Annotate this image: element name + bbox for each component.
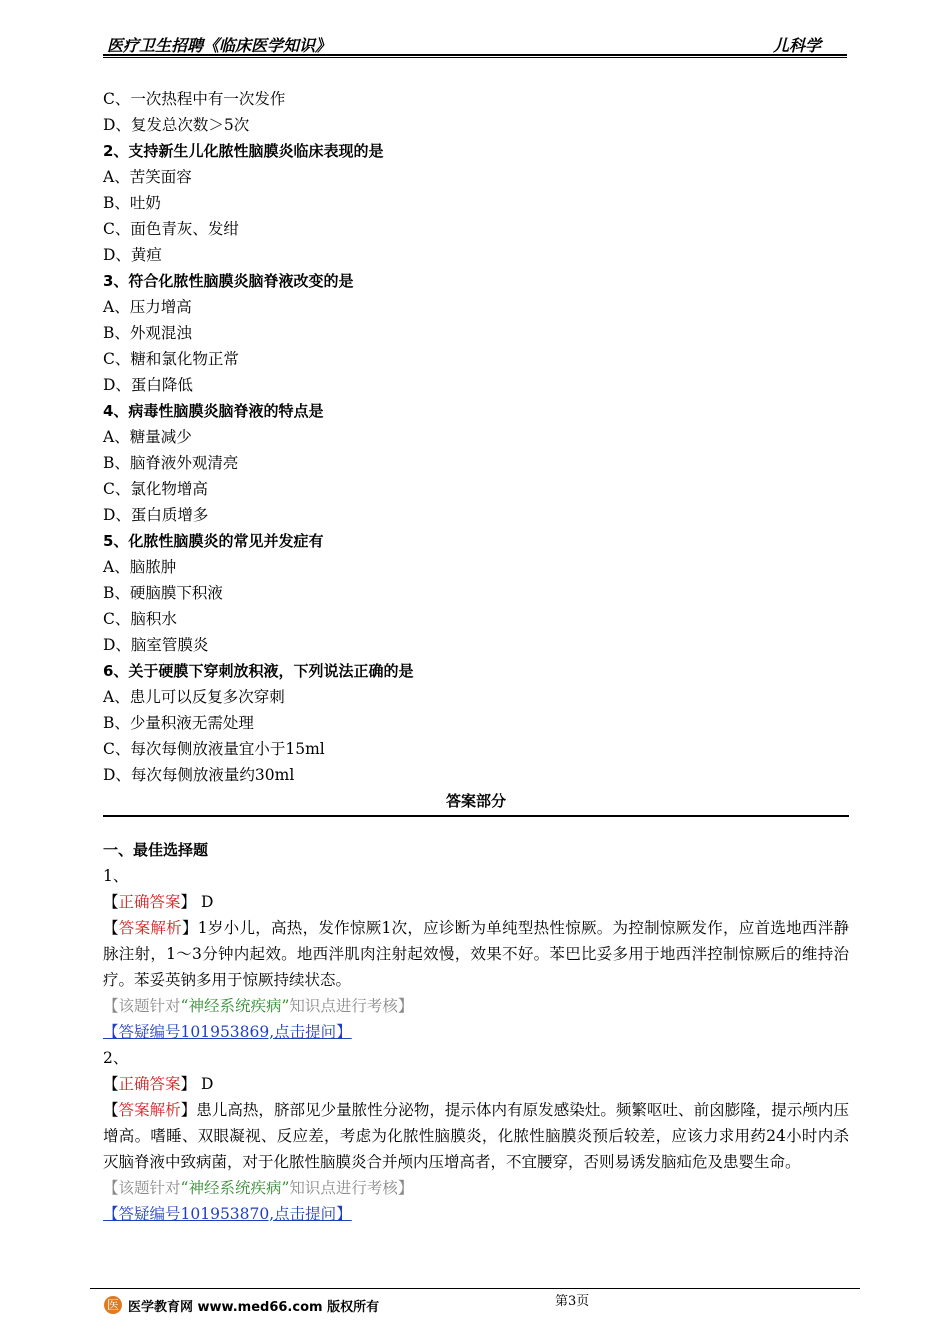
header-section: 儿科学	[772, 36, 821, 55]
q6-option-c: C、每次每侧放液量宜小于15ml	[103, 740, 325, 758]
header-divider	[103, 54, 847, 58]
analysis-text: 1岁小儿，高热，发作惊厥1次，应诊断为单纯型热性惊厥。为控制惊厥发作，应首选地西泮静脉注射，1～3分钟内起效。地西泮肌肉注射起效慢，效果不好。苯巴比妥多用于地西泮控制惊厥后的维持治疗。苯妥英钠多用于惊厥持续状态。	[103, 919, 849, 989]
q6-option-d: D、每次每侧放液量约30ml	[103, 766, 295, 784]
header-title: 医疗卫生招聘《临床医学知识》	[107, 36, 332, 55]
q3-option-d: D、蛋白降低	[103, 376, 193, 394]
q2-option-c: C、面色青灰、发绀	[103, 220, 239, 238]
q5-option-a: A、脑脓肿	[103, 558, 177, 576]
topic-prefix: 【该题针对	[103, 997, 181, 1015]
q6-stem: 6、关于硬膜下穿刺放积液，下列说法正确的是	[103, 662, 414, 680]
footer-divider	[90, 1288, 860, 1289]
q5-option-c: C、脑积水	[103, 610, 177, 628]
q4-stem: 4、病毒性脑膜炎脑脊液的特点是	[103, 402, 324, 420]
answers-divider	[103, 815, 849, 817]
topic-name: “神经系统疾病”	[180, 1179, 290, 1197]
q2-option-a: A、苦笑面容	[103, 168, 192, 186]
q5-option-d: D、脑室管膜炎	[103, 636, 209, 654]
topic-suffix: 知识点进行考核】	[289, 997, 414, 1015]
q6-option-a: A、患儿可以反复多次穿刺	[103, 688, 285, 706]
topic-name: “神经系统疾病”	[180, 997, 290, 1015]
correct-answer-value: D	[200, 893, 214, 911]
footer-brand: 医学教育网 www.med66.com 版权所有	[128, 1300, 380, 1315]
q3-option-b: B、外观混浊	[103, 324, 192, 342]
analysis-label: 答案解析	[118, 919, 182, 937]
page-header	[103, 30, 847, 54]
answer-2-question-link[interactable]: 【答疑编号101953870,点击提问】	[103, 1205, 352, 1223]
analysis-label: 答案解析	[118, 1101, 181, 1119]
topic-prefix: 【该题针对	[103, 1179, 181, 1197]
answers-section-title: 一、最佳选择题	[103, 841, 209, 859]
med66-logo-icon: 医	[104, 1296, 122, 1314]
q4-option-d: D、蛋白质增多	[103, 506, 209, 524]
q6-option-b: B、少量积液无需处理	[103, 714, 254, 732]
q4-option-a: A、糖量减少	[103, 428, 192, 446]
answer-2-number: 2、	[103, 1049, 129, 1067]
correct-answer-value: D	[200, 1075, 214, 1093]
q3-stem: 3、符合化脓性脑膜炎脑脊液改变的是	[103, 272, 354, 290]
topic-suffix: 知识点进行考核】	[289, 1179, 414, 1197]
q2-stem: 2、支持新生儿化脓性脑膜炎临床表现的是	[103, 142, 384, 160]
q4-option-b: B、脑脊液外观清亮	[103, 454, 239, 472]
answer-2-topic	[103, 1175, 849, 1201]
q5-stem: 5、化脓性脑膜炎的常见并发症有	[103, 532, 324, 550]
page-number: 第3页	[555, 1294, 590, 1309]
analysis-text: 患儿高热，脐部见少量脓性分泌物，提示体内有原发感染灶。频繁呕吐、前囟膨隆，提示颅内压增高。嗜睡、双眼凝视、反应差，考虑为化脓性脑膜炎，化脓性脑膜炎预后较差，应该力求用药24小时内杀灭脑脊液中致病菌，对于化脓性脑膜炎合并颅内压增高者，不宜腰穿，否则易诱发脑疝危及患婴生命。	[103, 1101, 849, 1171]
answer-1-number: 1、	[103, 867, 129, 885]
answer-1-topic	[103, 993, 849, 1019]
q1-option-c: C、一次热程中有一次发作	[103, 90, 286, 108]
answer-2-correct: 【正确答案】 D	[103, 1075, 214, 1093]
q2-option-b: B、吐奶	[103, 194, 161, 212]
q4-option-c: C、氯化物增高	[103, 480, 208, 498]
q2-option-d: D、黄疸	[103, 246, 162, 264]
q3-option-c: C、糖和氯化物正常	[103, 350, 239, 368]
answer-2-analysis: 【答案解析】患儿高热，脐部见少量脓性分泌物，提示体内有原发感染灶。频繁呕吐、前囟膨隆，提示颅内压增高。嗜睡、双眼凝视、反应差，考虑为化脓性脑膜炎，化脓性脑膜炎预后较差，应该力求用药24小时内杀灭脑脊液中致病菌，对于化脓性脑膜炎合并颅内压增高者，不宜腰穿，否则易诱发脑疝危及患婴生命。	[103, 1101, 849, 1171]
correct-answer-label: 正确答案	[118, 893, 181, 911]
correct-answer-label: 正确答案	[118, 1075, 181, 1093]
answer-1-question-link[interactable]: 【答疑编号101953869,点击提问】	[103, 1023, 352, 1041]
answer-1-correct: 【正确答案】 D	[103, 893, 214, 911]
answers-title: 答案部分	[445, 792, 506, 810]
answer-1-analysis: 【答案解析】1岁小儿，高热，发作惊厥1次，应诊断为单纯型热性惊厥。为控制惊厥发作，应首选地西泮静脉注射，1～3分钟内起效。地西泮肌肉注射起效慢，效果不好。苯巴比妥多用于地西泮控制惊厥后的维持治疗。苯妥英钠多用于惊厥持续状态。	[103, 919, 849, 989]
q3-option-a: A、压力增高	[103, 298, 192, 316]
q5-option-b: B、硬脑膜下积液	[103, 584, 223, 602]
q1-option-d: D、复发总次数＞5次	[103, 116, 250, 134]
page-content	[103, 86, 849, 1227]
